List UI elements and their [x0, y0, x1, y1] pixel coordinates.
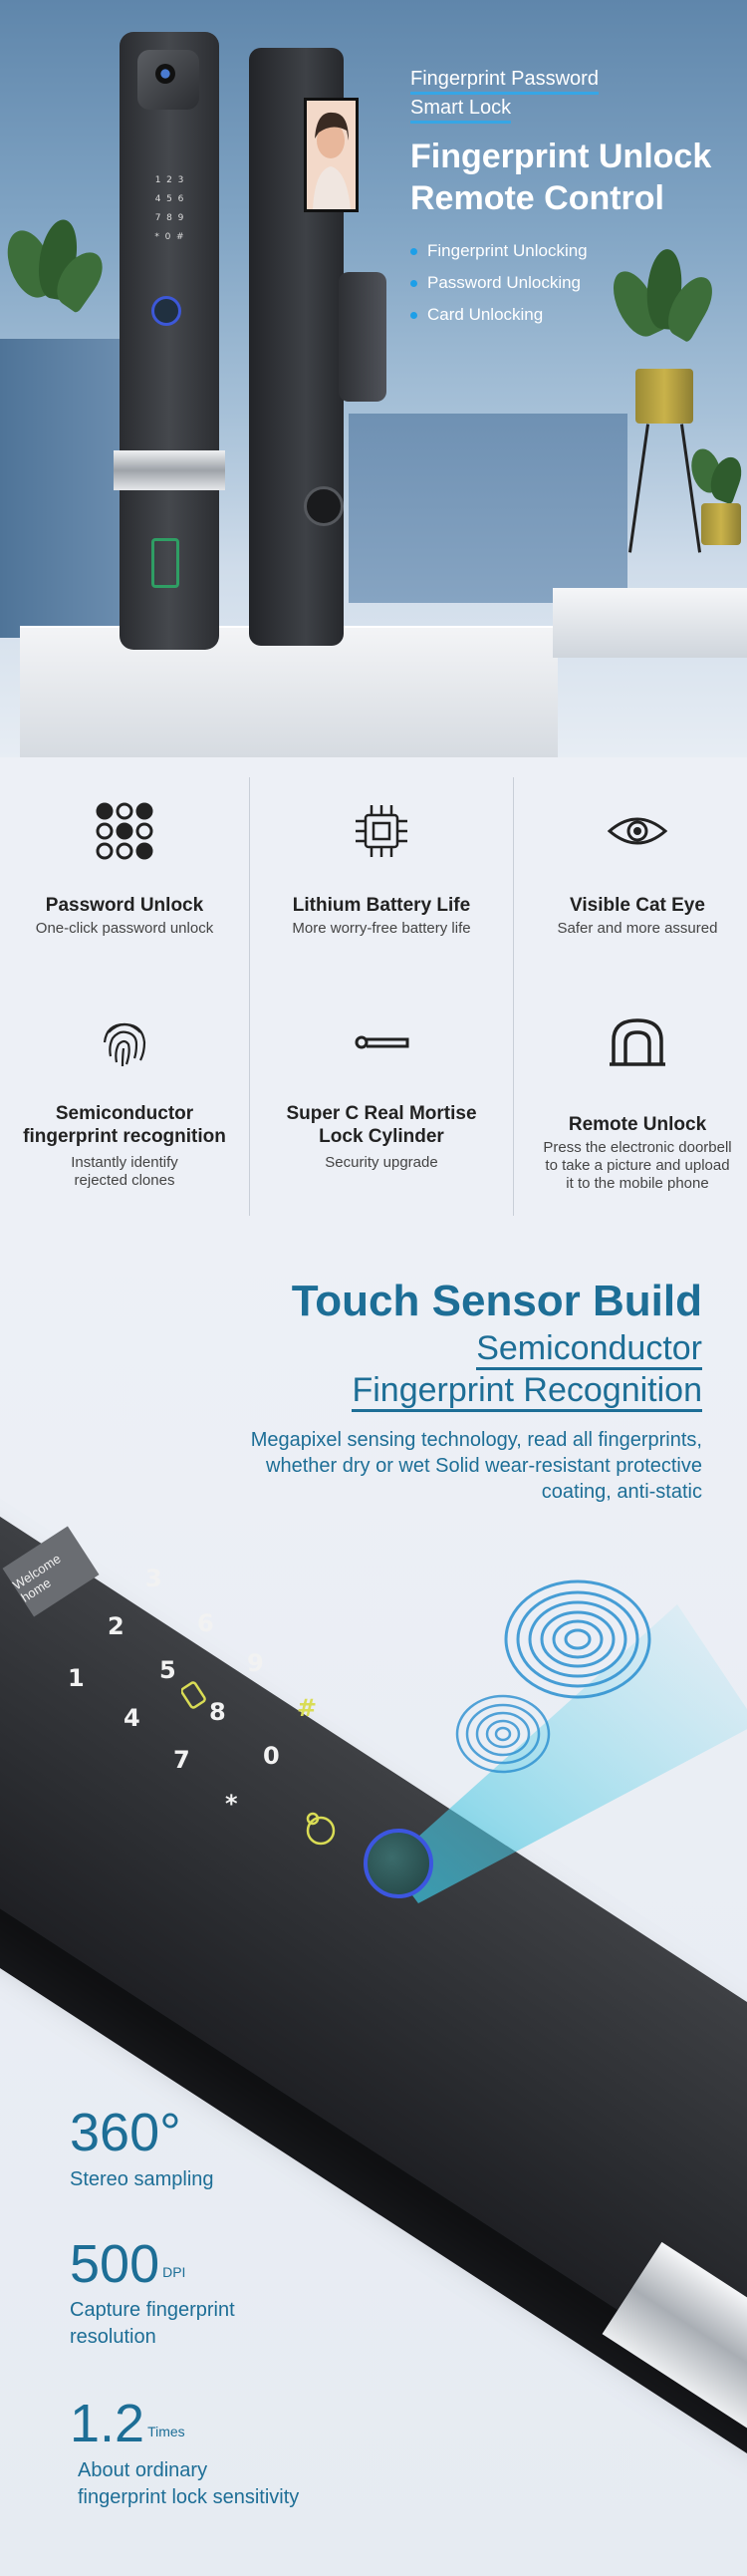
smart-lock-front [120, 32, 219, 650]
description-line: Megapixel sensing technology, read all fingerprints, [250, 1429, 702, 1451]
side-platform [553, 588, 747, 658]
keypad-key: * [225, 1790, 238, 1818]
hero-bullet-text: Card Unlocking [427, 305, 544, 324]
thumb-turn-knob [339, 272, 386, 402]
keypad-key: 5 [159, 1656, 176, 1684]
keypad-key: 2 [108, 1612, 124, 1640]
fingerprint-small-icon [453, 1689, 553, 1779]
feature-title-line: Lock Cylinder [319, 1126, 444, 1147]
stat-desc-line: resolution [70, 2326, 156, 2348]
indoor-screen [304, 98, 359, 212]
hero-subtitle-line1: Fingerprint Password [410, 66, 599, 95]
lock-arch-icon [608, 1012, 667, 1072]
feature-password-unlock [0, 757, 249, 987]
feature-remote-unlock [513, 977, 747, 1216]
feature-desc-line: to take a picture and upload [545, 1157, 730, 1174]
keypad-icon [95, 801, 154, 861]
hero-subtitle-line2: Smart Lock [410, 95, 511, 124]
feature-desc: Security upgrade [325, 1154, 438, 1171]
bullet-dot-icon [410, 280, 417, 287]
feature-desc-line: rejected clones [74, 1172, 175, 1189]
feature-title [0, 1102, 249, 1148]
keypad-key: # [297, 1694, 318, 1722]
stat-unit: DPI [162, 2264, 186, 2280]
feature-title: Remote Unlock [568, 1114, 707, 1135]
keypad-key: 9 [247, 1649, 264, 1677]
keypad-key: 8 [209, 1698, 226, 1726]
hero-banner [0, 0, 747, 757]
keypad-key: 7 [173, 1746, 190, 1774]
feature-desc: Safer and more assured [557, 920, 718, 937]
subtitle-line: Fingerprint Recognition [352, 1371, 702, 1412]
cylinder-slot-icon [304, 486, 344, 526]
bullet-dot-icon [410, 248, 417, 255]
hero-bullet [410, 267, 739, 299]
hero-bullet-text: Password Unlocking [427, 273, 582, 292]
stat-desc: Stereo sampling [70, 2168, 214, 2190]
chip-icon [352, 801, 411, 861]
feature-fingerprint-recognition [0, 977, 249, 1216]
stat-desc-line: Capture fingerprint [70, 2299, 235, 2321]
feature-desc-line: it to the mobile phone [566, 1175, 709, 1192]
feature-title: Lithium Battery Life [292, 895, 471, 916]
feature-grid [0, 757, 747, 1226]
hero-bullet [410, 299, 739, 331]
feature-title-line: fingerprint recognition [23, 1126, 226, 1147]
feature-mortise-cylinder [257, 977, 506, 1216]
stat-number: 1.2 [70, 2394, 145, 2453]
feature-desc [10, 1154, 239, 1190]
background-wall [349, 414, 627, 603]
feature-title: Visible Cat Eye [570, 895, 705, 916]
card-reader-icon [151, 538, 179, 588]
hero-bullet [410, 235, 739, 267]
stat-desc-line: About ordinary [78, 2459, 208, 2481]
description-line: whether dry or wet Solid wear-resistant protective [266, 1455, 702, 1477]
feature-battery-life [257, 757, 506, 987]
column-divider [249, 777, 250, 1216]
fingerprint-icon [95, 1012, 154, 1072]
keypad-key: 4 [124, 1704, 140, 1732]
feature-desc: More worry-free battery life [292, 920, 471, 937]
fingerprint-sensor-icon [364, 1829, 433, 1898]
stat-value [70, 2103, 181, 2162]
key-icon [352, 1012, 411, 1072]
plant-left-icon [0, 219, 110, 349]
hero-feature-list [410, 235, 739, 331]
lock-keypad: 1 2 3 4 5 6 7 8 9 * 0 # [154, 175, 184, 242]
hero-title-line1: Fingerprint Unlock [410, 138, 712, 175]
stat-desc [70, 2297, 235, 2351]
hero-subtitle [410, 66, 739, 124]
feature-cat-eye [513, 757, 747, 987]
stat-unit: Times [147, 2424, 185, 2439]
stat-desc [78, 2457, 299, 2511]
section-title: Touch Sensor Build [291, 1277, 702, 1325]
lock-handle [114, 450, 225, 490]
keypad-key: 6 [197, 1609, 214, 1637]
section-subtitle [204, 1327, 702, 1411]
feature-desc [523, 1139, 747, 1193]
hero-title-line2: Remote Control [410, 179, 664, 217]
camera-icon [137, 50, 199, 110]
eye-icon [608, 801, 667, 861]
plant-small-icon [687, 448, 747, 568]
blue-pedestal [0, 339, 120, 638]
keypad-key: 1 [68, 1664, 85, 1692]
section-description [204, 1427, 702, 1505]
stat-desc-line: fingerprint lock sensitivity [78, 2486, 300, 2508]
welcome-display: Welcome home [2, 1526, 99, 1616]
stat-value [70, 2394, 185, 2453]
touch-title-block [204, 1276, 702, 1505]
fingerprint-large-icon [498, 1570, 657, 1709]
feature-title: Password Unlock [45, 895, 204, 916]
subtitle-line: Semiconductor [476, 1329, 702, 1370]
feature-desc: One-click password unlock [35, 920, 214, 937]
card-icon [181, 1674, 211, 1714]
bullet-dot-icon [410, 312, 417, 319]
feature-title-line: Semiconductor [55, 1103, 194, 1124]
feature-title-line: Super C Real Mortise [286, 1103, 477, 1124]
description-line: coating, anti-static [541, 1481, 702, 1503]
fingerprint-sensor-icon [151, 296, 181, 326]
feature-desc-line: Instantly identify [71, 1154, 178, 1171]
stat-value [70, 2234, 185, 2294]
smart-lock-back [249, 48, 344, 646]
touch-sensor-section [0, 1226, 747, 2576]
keypad-key: 3 [145, 1565, 162, 1592]
hero-bullet-text: Fingerprint Unlocking [427, 241, 588, 260]
feature-desc-line: Press the electronic doorbell [543, 1139, 732, 1156]
hero-title [410, 136, 739, 219]
hero-text-block [410, 66, 739, 331]
stat-number: 360° [70, 2103, 181, 2162]
stat-number: 500 [70, 2234, 160, 2294]
keypad-key: 0 [263, 1742, 280, 1770]
doorbell-icon [299, 1809, 343, 1849]
feature-title [257, 1102, 506, 1148]
